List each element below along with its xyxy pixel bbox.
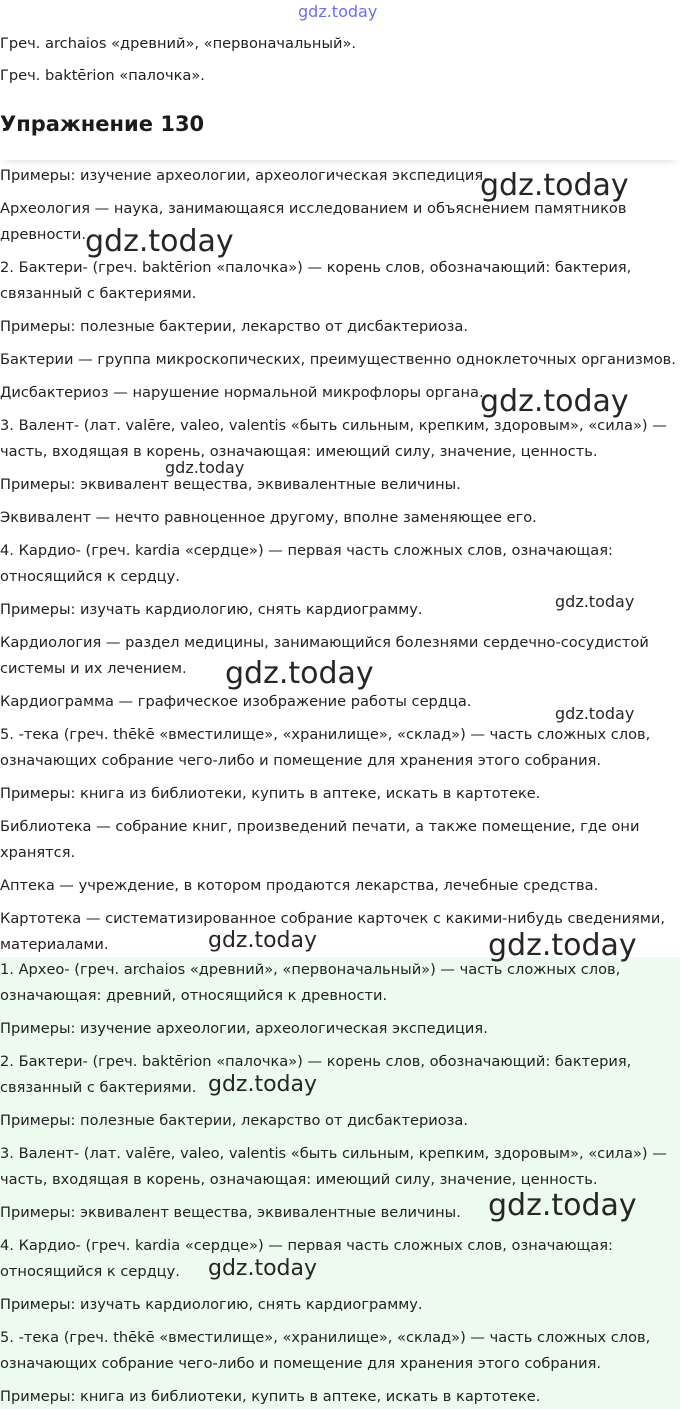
paragraph: Бактерии — группа микроскопических, преимущественно одноклеточных организмов. xyxy=(0,351,676,368)
answer-paragraph: 1. Архео- (греч. archaios «древний», «первоначальный») — часть сложных слов, означающая: древний, относящийся к древности. xyxy=(0,961,621,1004)
answer-paragraph: Примеры: книга из библиотеки, купить в аптеке, искать в картотеке. xyxy=(0,1388,541,1405)
faded-line: Греч. archaios «древний», «первоначальный». xyxy=(0,35,357,52)
paragraph: 3. Валент- (лат. valēre, valeo, valentis «быть сильным, крепким, здоровым», «сила») — часть, входящая в корень, означающая: имеющий силу, значение, ценность. xyxy=(0,417,667,460)
answer-paragraph: Примеры: полезные бактерии, лекарство от дисбактериоза. xyxy=(0,1112,468,1129)
watermark: gdz.today xyxy=(488,928,637,963)
answer-block xyxy=(0,957,680,1409)
paragraph: 5. -тека (греч. thēkē «вместилище», «хранилище», «склад») — часть сложных слов, означающих собрание чего-либо и помещение для хранения этого собрания. xyxy=(0,726,651,769)
paragraph: Примеры: книга из библиотеки, купить в аптеке, искать в картотеке. xyxy=(0,785,541,802)
paragraph: 4. Кардио- (греч. kardia «сердце») — первая часть сложных слов, означающая: относящийся к сердцу. xyxy=(0,542,613,585)
paragraph: Аптека — учреждение, в котором продаются лекарства, лечебные средства. xyxy=(0,877,599,894)
exercise-title: Упражнение 130 xyxy=(0,112,205,136)
top-watermark: gdz.today xyxy=(298,2,378,21)
answer-paragraph: 3. Валент- (лат. valēre, valeo, valentis «быть сильным, крепким, здоровым», «сила») — часть, входящая в корень, означающая: имеющий силу, значение, ценность. xyxy=(0,1145,667,1188)
watermark: gdz.today xyxy=(165,458,245,477)
watermark: gdz.today xyxy=(555,704,635,723)
paragraph: 2. Бактери- (греч. baktērion «палочка») — корень слов, обозначающий: бактерия, связанный с бактериями. xyxy=(0,259,632,302)
watermark: gdz.today xyxy=(208,1256,318,1281)
answer-paragraph: Примеры: изучать кардиологию, снять кардиограмму. xyxy=(0,1296,423,1313)
paragraph: Дисбактериоз — нарушение нормальной микрофлоры органа. xyxy=(0,384,484,401)
watermark: gdz.today xyxy=(488,1188,637,1223)
watermark: gdz.today xyxy=(480,168,629,203)
paragraph: Библиотека — собрание книг, произведений печати, а также помещение, где они хранятся. xyxy=(0,818,640,861)
scrolled-text-fragment xyxy=(0,28,680,108)
watermark: gdz.today xyxy=(85,224,234,259)
answer-paragraph: Примеры: изучение археологии, археологическая экспедиция. xyxy=(0,1020,488,1037)
watermark: gdz.today xyxy=(225,656,374,691)
answer-paragraph: 5. -тека (греч. thēkē «вместилище», «хранилище», «склад») — часть сложных слов, означающих собрание чего-либо и помещение для хранения этого собрания. xyxy=(0,1329,651,1372)
answer-paragraph: 2. Бактери- (греч. baktērion «палочка») — корень слов, обозначающий: бактерия, связанный с бактериями. xyxy=(0,1053,632,1096)
paragraph: Кардиограмма — графическое изображение работы сердца. xyxy=(0,693,472,710)
paragraph: Примеры: полезные бактерии, лекарство от дисбактериоза. xyxy=(0,318,468,335)
watermark: gdz.today xyxy=(208,928,318,953)
paragraph: Эквивалент — нечто равноценное другому, вполне заменяющее его. xyxy=(0,509,537,526)
paragraph: Кардиология — раздел медицины, занимающийся болезнями сердечно-сосудистой системы и их лечением. xyxy=(0,634,649,677)
paragraph: Картотека — систематизированное собрание карточек с какими-нибудь сведениями, материалами. xyxy=(0,910,666,953)
paragraph: Примеры: изучать кардиологию, снять кардиограмму. xyxy=(0,601,423,618)
answer-paragraph: 4. Кардио- (греч. kardia «сердце») — первая часть сложных слов, означающая: относящийся к сердцу. xyxy=(0,1237,613,1280)
watermark: gdz.today xyxy=(480,384,629,419)
text-body xyxy=(0,163,680,965)
watermark: gdz.today xyxy=(555,592,635,611)
watermark: gdz.today xyxy=(208,1072,318,1097)
paragraph: Археология — наука, занимающаяся исследованием и объяснением памятников древности. xyxy=(0,200,627,243)
paragraph: Примеры: изучение археологии, археологическая экспедиция. xyxy=(0,167,488,184)
faded-line: Греч. baktērion «палочка». xyxy=(0,67,205,84)
answer-paragraph: Примеры: эквивалент вещества, эквивалентные величины. xyxy=(0,1204,461,1221)
paragraph: Примеры: эквивалент вещества, эквивалентные величины. xyxy=(0,476,461,493)
